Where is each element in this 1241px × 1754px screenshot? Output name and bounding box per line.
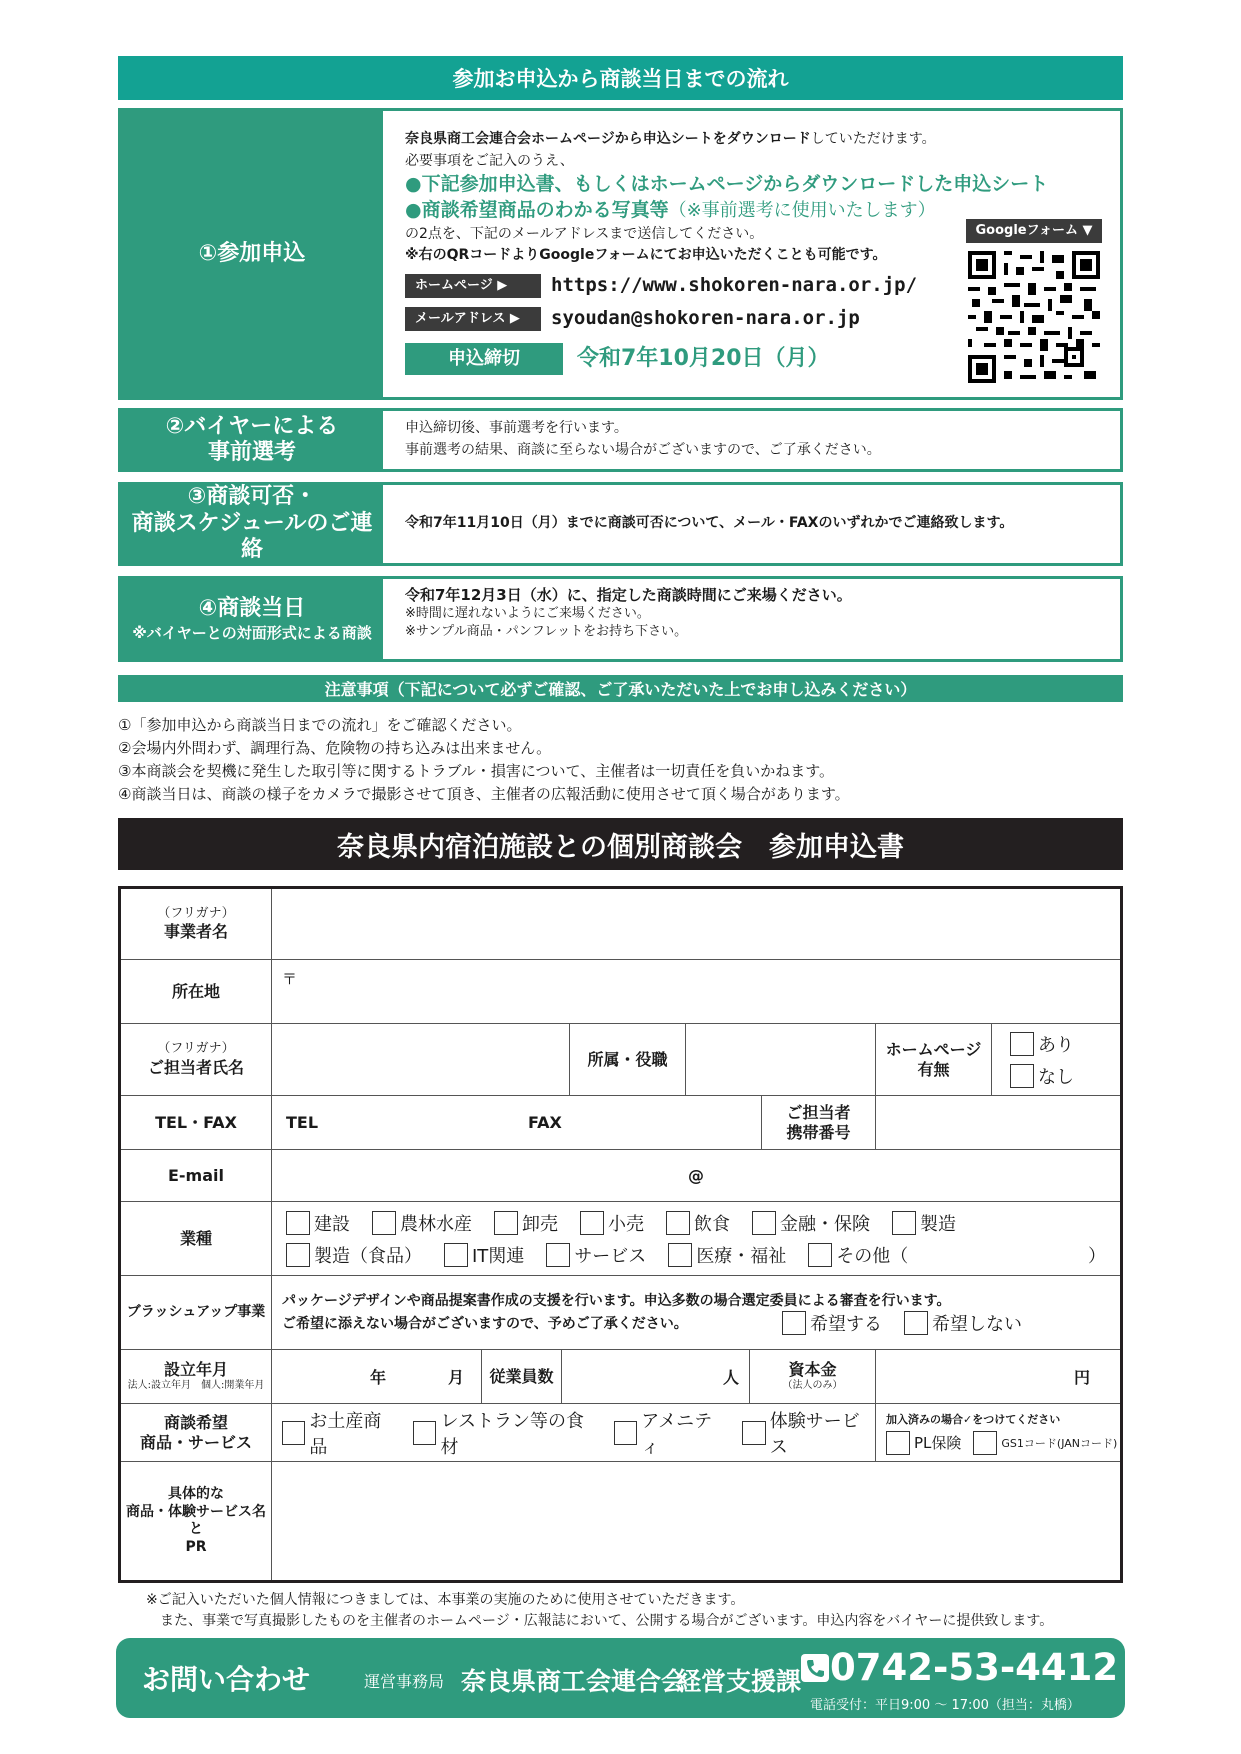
step-3 [118, 482, 1123, 566]
industry-label: 業種 [179, 1228, 212, 1248]
pr-label: 具体的な 商品・体験サービス名と PR [126, 1486, 266, 1555]
products-label: 商談希望 商品・サービス [139, 1412, 252, 1452]
industry-option[interactable]: 金融・保険 [752, 1210, 870, 1236]
checkbox-icon[interactable] [444, 1243, 468, 1267]
products-options [271, 1404, 875, 1461]
industry-option[interactable]: 医療・福祉 [668, 1242, 786, 1268]
at-mark: @ [688, 1166, 704, 1185]
homepage-yes-option[interactable]: あり [1010, 1031, 1074, 1057]
checkbox-icon[interactable] [580, 1211, 604, 1235]
tel-label: TEL [286, 1113, 319, 1132]
email-label: E-mail [167, 1165, 224, 1185]
employees-input[interactable] [561, 1350, 749, 1403]
checkbox-icon[interactable] [413, 1421, 436, 1445]
homepage-tag: ホームページ ▶ [405, 274, 541, 298]
industry-option[interactable]: 小売 [580, 1210, 644, 1236]
step-3-body: 令和7年11月10日（月）までに商談可否について、メール・FAXのいずれかでご連絡致します。 [405, 515, 1014, 532]
homepage-options [991, 1024, 1120, 1095]
footnote: ※ご記入いただいた個人情報につきましては、本事業の実施のために使用させていただきます。 また、事業で写真撮影したものを主催者のホームページ・広報誌において、公開する場合がございます。申込内容をバイヤーに提供致します。 [146, 1592, 1054, 1629]
industry-row-1 [286, 1210, 978, 1236]
checkbox-icon[interactable] [886, 1431, 910, 1455]
step-1-label: ①参加申込 [121, 111, 383, 397]
employees-label: 従業員数 [481, 1350, 561, 1403]
established-input[interactable] [271, 1350, 481, 1403]
step-1 [118, 108, 1123, 400]
notice-item: ④商談当日は、商談の様子をカメラで撮影させて頂き、主催者の広報活動に使用させて頂く場合があります。 [118, 785, 850, 803]
step-1-body [383, 111, 1120, 397]
brushup-body [271, 1276, 1120, 1349]
checkbox-icon[interactable] [546, 1243, 570, 1267]
qr-code-icon[interactable] [968, 251, 1100, 383]
industry-option[interactable]: 卸売 [494, 1210, 558, 1236]
step-4 [118, 576, 1123, 662]
brushup-label: ブラッシュアップ事業 [126, 1303, 266, 1320]
checkbox-icon[interactable] [904, 1311, 928, 1335]
homepage-no-option[interactable]: なし [1010, 1063, 1074, 1089]
cert-note: 加入済みの場合✓をつけてください [886, 1412, 1061, 1426]
capital-label: 資本金 （法人のみ） [749, 1350, 875, 1403]
pl-option[interactable]: PL保険 [886, 1431, 961, 1455]
row-address [121, 959, 1120, 1023]
industry-option[interactable]: IT関連 [444, 1242, 524, 1268]
checkbox-icon[interactable] [1010, 1032, 1034, 1056]
contact-title: お問い合わせ [142, 1663, 311, 1696]
person-label: （フリガナ） ご担当者氏名 [147, 1041, 244, 1077]
step-2-body: 申込締切後、事前選考を行います。 事前選考の結果、商談に至らない場合がございますので、ご了承ください。 [405, 420, 881, 458]
checkbox-icon[interactable] [892, 1211, 916, 1235]
row-brushup [121, 1275, 1120, 1349]
telfax-input[interactable] [271, 1096, 761, 1149]
dept-input[interactable] [685, 1024, 875, 1095]
mail-address[interactable]: syoudan@shokoren-nara.or.jp [551, 307, 860, 330]
notice-item: ③本商談会を契機に発生した取引等に関するトラブル・損害について、主催者は一切責任を負いかねます。 [118, 762, 835, 780]
person-input[interactable] [271, 1024, 569, 1095]
company-label: （フリガナ） 事業者名 [157, 905, 235, 942]
mobile-label: ご担当者 携帯番号 [761, 1096, 875, 1149]
flow-title: 参加お申込から商談当日までの流れ [118, 56, 1123, 100]
checkbox-icon[interactable] [752, 1211, 776, 1235]
step-2-label: ②バイヤーによる 事前選考 [121, 411, 383, 469]
notice-item: ①「参加申込から商談当日までの流れ」をご確認ください。 [118, 716, 522, 734]
notice-item: ②会場内外問わず、調理行為、危険物の持ち込みは出来ません。 [118, 739, 552, 757]
checkbox-icon[interactable] [742, 1421, 765, 1445]
step-1-line1-rest: していただけます。 [810, 131, 936, 147]
industry-other-option[interactable]: その他（ ） [808, 1242, 1106, 1268]
checkbox-icon[interactable] [614, 1421, 637, 1445]
row-email [121, 1149, 1120, 1201]
wish-no-option[interactable]: 希望しない [904, 1310, 1022, 1336]
row-telfax [121, 1095, 1120, 1149]
contact-hours: 電話受付：平日9:00 ～ 17:00（担当：丸橋） [810, 1698, 1080, 1713]
gs1-option[interactable]: GS1コード(JANコード) [973, 1431, 1117, 1455]
homepage-url[interactable]: https://www.shokoren-nara.or.jp/ [551, 274, 918, 297]
company-input[interactable] [271, 889, 1120, 959]
step-1-line4: ※右のQRコードよりGoogleフォームにてお申込いただくことも可能です。 [405, 247, 887, 264]
checkbox-icon[interactable] [782, 1311, 806, 1335]
step-4-label: ④商談当日 ※バイヤーとの対面形式による商談 [121, 579, 383, 659]
application-form [118, 886, 1123, 1583]
step-1-bullet1: ●下記参加申込書、もしくはホームページからダウンロードした申込シート [405, 173, 1049, 196]
checkbox-icon[interactable] [1010, 1064, 1034, 1088]
deadline-date: 令和7年10月20日（月） [577, 345, 830, 371]
checkbox-icon[interactable] [973, 1431, 997, 1455]
industry-option[interactable]: 農林水産 [372, 1210, 472, 1236]
mobile-input[interactable] [875, 1096, 1120, 1149]
form-title: 奈良県内宿泊施設との個別商談会 参加申込書 [118, 818, 1123, 870]
industry-option[interactable]: 飲食 [666, 1210, 730, 1236]
certification-options [875, 1404, 1120, 1461]
notice-list [118, 714, 850, 806]
checkbox-icon[interactable] [282, 1421, 305, 1445]
step-2 [118, 408, 1123, 472]
checkbox-icon[interactable] [668, 1243, 692, 1267]
brushup-line1: パッケージデザインや商品提案書作成の支援を行います。申込多数の場合選定委員による審査を行います。 [282, 1292, 951, 1309]
checkbox-icon[interactable] [372, 1211, 396, 1235]
product-option[interactable]: 体験サービス [742, 1407, 875, 1459]
email-input[interactable] [271, 1150, 1120, 1201]
mail-tag: メールアドレス ▶ [405, 307, 541, 331]
year-unit: 年 [370, 1368, 387, 1387]
product-option[interactable]: レストラン等の食材 [413, 1407, 598, 1459]
deadline-tag: 申込締切 [405, 343, 563, 375]
postal-mark: 〒 [282, 970, 298, 988]
industry-row-2 [286, 1242, 1106, 1268]
row-person [121, 1023, 1120, 1095]
row-products [121, 1403, 1120, 1461]
notice-title: 注意事項（下記について必ずご確認、ご了承いただいた上でお申し込みください） [118, 675, 1123, 702]
step-3-label: ③商談可否・ 商談スケジュールのご連絡 [121, 485, 383, 563]
homepage-label: ホームページ 有無 [875, 1024, 991, 1095]
step-1-bullet2: ●商談希望商品のわかる写真等（※事前選考に使用いたします） [405, 199, 936, 222]
wish-yes-option[interactable]: 希望する [782, 1310, 882, 1336]
checkbox-icon[interactable] [286, 1243, 310, 1267]
row-industry [121, 1201, 1120, 1275]
fax-label: FAX [528, 1113, 562, 1132]
step-1-line2: 必要事項をご記入のうえ、 [405, 152, 574, 169]
checkbox-icon[interactable] [808, 1243, 832, 1267]
phone-icon [800, 1653, 830, 1683]
product-option[interactable]: お土産商品 [282, 1407, 397, 1459]
row-pr [121, 1461, 1120, 1580]
checkbox-icon[interactable] [666, 1211, 690, 1235]
industry-options [271, 1202, 1120, 1275]
industry-option[interactable]: 製造 [892, 1210, 956, 1236]
step-1-line3: の2点を、下記のメールアドレスまで送信してください。 [405, 225, 764, 242]
brushup-line2: ご希望に添えない場合がございますので、予めご了承ください。 [282, 1315, 688, 1332]
dept-label: 所属・役職 [569, 1024, 685, 1095]
product-option[interactable]: アメニティ [614, 1407, 727, 1459]
industry-option[interactable]: 建設 [286, 1210, 350, 1236]
row-established [121, 1349, 1120, 1403]
address-input[interactable] [271, 960, 1120, 1023]
yen-unit: 円 [1073, 1368, 1090, 1387]
person-unit: 人 [722, 1368, 739, 1387]
contact-org: 奈良県商工会連合会 [461, 1667, 687, 1696]
established-label: 設立年月 法人:設立年月 個人:開業年月 [127, 1360, 265, 1392]
checkbox-icon[interactable] [286, 1211, 310, 1235]
industry-option[interactable]: 製造（食品） [286, 1242, 422, 1268]
step-1-line1-bold: 奈良県商工会連合会ホームページから申込シートをダウンロード [405, 131, 811, 147]
contact-dept: 経営支援課 [676, 1667, 802, 1696]
step-4-body: 令和7年12月3日（水）に、指定した商談時間にご来場ください。 ※時間に遅れないようにご来場ください。 ※サンプル商品・パンフレットをお持ち下さい。 [405, 586, 852, 639]
row-company [121, 889, 1120, 959]
industry-option[interactable]: サービス [546, 1242, 646, 1268]
month-unit: 月 [448, 1368, 465, 1387]
pr-input[interactable] [271, 1462, 1120, 1580]
address-label: 所在地 [171, 981, 220, 1001]
contact-tel[interactable]: 0742-53-4412 [800, 1646, 1118, 1689]
contact-sub: 運営事務局 [364, 1672, 445, 1691]
telfax-label: TEL・FAX [155, 1112, 237, 1132]
checkbox-icon[interactable] [494, 1211, 518, 1235]
google-form-tag: Googleフォーム ▼ [966, 219, 1102, 243]
contact-bar [116, 1638, 1125, 1718]
capital-input[interactable] [875, 1350, 1120, 1403]
